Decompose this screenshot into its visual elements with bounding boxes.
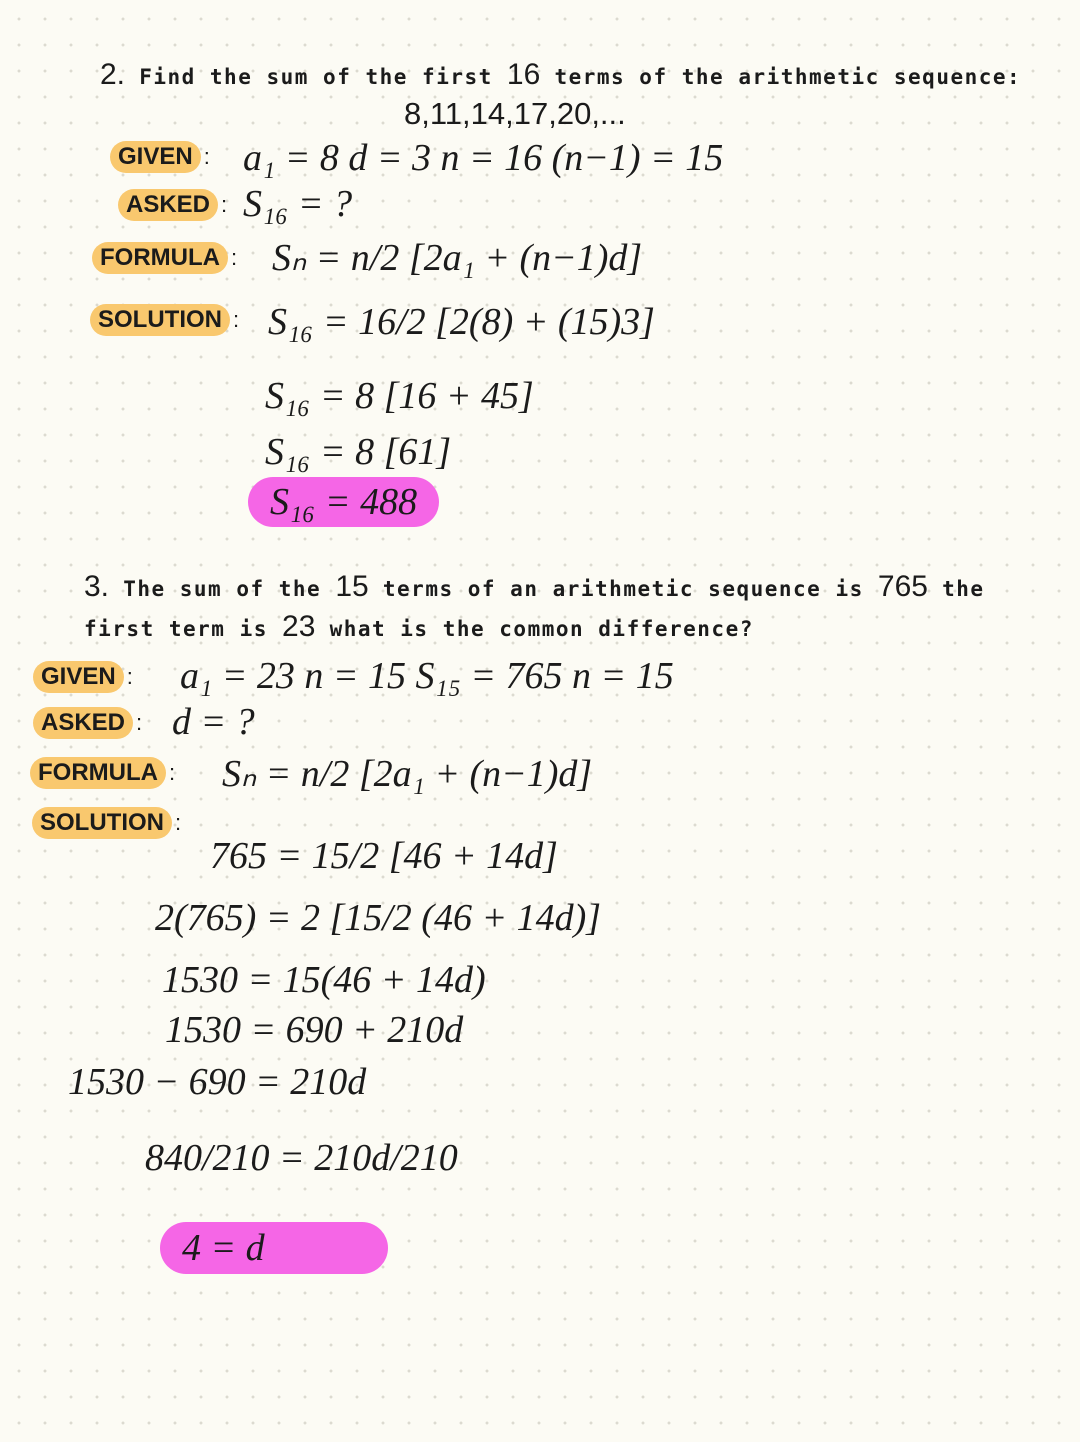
answer-highlight: S₁₆ = 488 [248,477,439,527]
sequence: 8,11,14,17,20,... [404,96,626,131]
question-text: what is the common difference? [329,617,754,641]
label-text: ASKED [33,707,133,739]
n-value: 15 [335,570,369,603]
label-colon: : [136,710,143,735]
label-colon: : [203,144,210,169]
label-colon: : [230,245,238,270]
label-text: FORMULA [92,242,228,274]
solution-step: 1530 = 15(46 + 14d) [162,959,486,1001]
asked-value: d = ? [172,701,255,743]
given-label [110,140,210,174]
label-text: ASKED [118,189,218,221]
formula-label [92,241,237,275]
label-text: GIVEN [110,141,201,173]
solution-label [32,806,181,840]
problem-number: 3. [84,570,110,603]
question-text: Find the sum of the first [139,65,493,89]
question-text: terms of an arithmetic sequence is [382,577,864,601]
sum-value: 765 [877,570,928,603]
formula-label [30,756,175,790]
problem-3-question-line2 [84,610,754,646]
solution-label [90,303,239,337]
asked-label [33,706,142,740]
label-colon: : [233,307,240,332]
given-values: a₁ = 23 n = 15 S₁₅ = 765 n = 15 [180,655,674,697]
label-colon: : [126,664,133,689]
label-colon: : [221,192,228,217]
solution-step: S₁₆ = 8 [61] [265,431,452,473]
solution-step: 2(765) = 2 [15/2 (46 + 14d)] [155,897,602,939]
asked-value: S₁₆ = ? [243,183,353,225]
n-value: 16 [506,58,541,91]
question-text: The sum of the [123,577,322,601]
label-text: GIVEN [33,661,124,693]
question-text-end: terms of the arithmetic sequence: [554,65,1022,89]
a-value: 23 [282,610,316,643]
label-colon: : [168,760,176,785]
given-values: a₁ = 8 d = 3 n = 16 (n−1) = 15 [243,137,724,179]
formula: Sₙ = n/2 [2a₁ + (n−1)d] [222,753,593,795]
solution-step: 1530 − 690 = 210d [68,1061,367,1103]
label-text: SOLUTION [90,304,230,336]
solution-step: 1530 = 690 + 210d [165,1009,464,1051]
label-text: SOLUTION [32,807,172,839]
problem-number: 2. [100,58,126,91]
question-text: first term is [84,617,268,641]
label-colon: : [175,810,182,835]
asked-label [118,188,227,222]
problem-3-question-line1 [84,570,985,606]
given-label [33,660,133,694]
solution-step: 765 = 15/2 [46 + 14d] [210,835,558,877]
solution-step: 840/210 = 210d/210 [145,1137,458,1179]
solution-step: S₁₆ = 16/2 [2(8) + (15)3] [268,301,655,343]
question-text: the [942,577,985,601]
solution-step: S₁₆ = 8 [16 + 45] [265,375,534,417]
answer-highlight: 4 = d [160,1222,388,1274]
problem-2-question [100,58,1021,94]
label-text: FORMULA [30,757,166,789]
formula: Sₙ = n/2 [2a₁ + (n−1)d] [272,237,643,279]
